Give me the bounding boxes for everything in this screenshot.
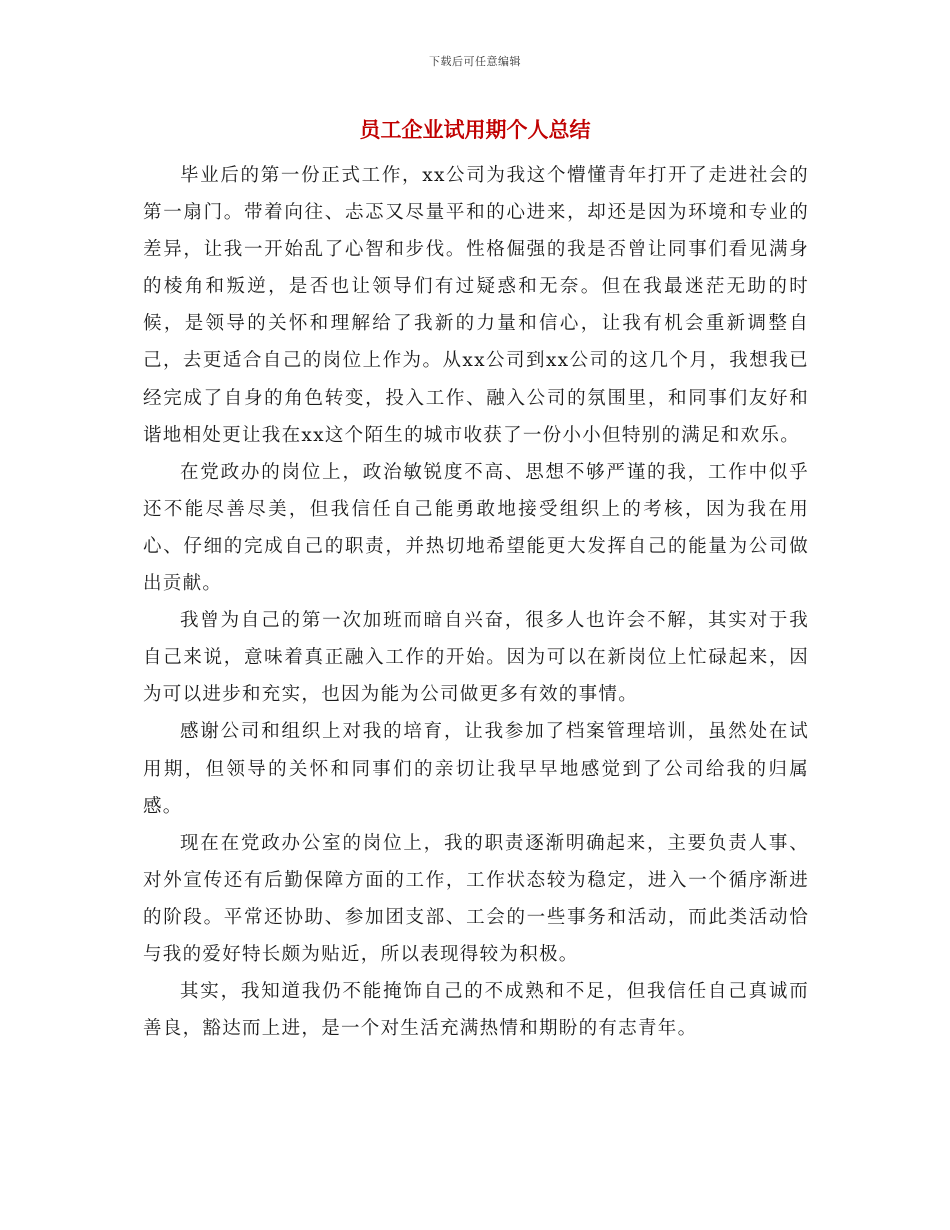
paragraph: 在党政办的岗位上，政治敏锐度不高、思想不够严谨的我，工作中似乎还不能尽善尽美，但我信任自己能勇敢地接受组织上的考核，因为我在用心、仔细的完成自己的职责，并热切地希望能更大发挥自己的能量为公司做出贡献。	[143, 461, 809, 595]
paragraph: 毕业后的第一份正式工作，xx公司为我这个懵懂青年打开了走进社会的第一扇门。带着向往、忐忑又尽量平和的心进来，却还是因为环境和专业的差异，让我一开始乱了心智和步伐。性格倔强的我是否曾让同事们看见满身的棱角和叛逆，是否也让领导们有过疑惑和无奈。但在我最迷茫无助的时候，是领导的关怀和理解给了我新的力量和信心，让我有机会重新调整自己，去更适合自己的岗位上作为。从xx公司到xx公司的这几个月，我想我已经完成了自身的角色转变，投入工作、融入公司的氛围里，和同事们友好和谐地相处更让我在xx这个陌生的城市收获了一份小小但特别的满足和欢乐。	[143, 165, 809, 446]
paragraph: 我曾为自己的第一次加班而暗自兴奋，很多人也许会不解，其实对于我自己来说，意味着真正融入工作的开始。因为可以在新岗位上忙碌起来，因为可以进步和充实，也因为能为公司做更多有效的事情。	[143, 610, 809, 706]
document-title: 员工企业试用期个人总结	[359, 118, 591, 142]
paragraph: 现在在党政办公室的岗位上，我的职责逐渐明确起来，主要负责人事、对外宣传还有后勤保障方面的工作，工作状态较为稳定，进入一个循序渐进的阶段。平常还协助、参加团支部、工会的一些事务和活动，而此类活动恰与我的爱好特长颇为贴近，所以表现得较为积极。	[143, 832, 809, 965]
paragraph: 感谢公司和组织上对我的培育，让我参加了档案管理培训，虽然处在试用期，但领导的关怀和同事们的亲切让我早早地感觉到了公司给我的归属感。	[143, 721, 809, 817]
document-body	[143, 157, 809, 1047]
paragraph: 其实，我知道我仍不能掩饰自己的不成熟和不足，但我信任自己真诚而善良，豁达而上进，是一个对生活充满热情和期盼的有志青年。	[143, 981, 809, 1040]
page-header: 下载后可任意编辑	[429, 55, 521, 68]
